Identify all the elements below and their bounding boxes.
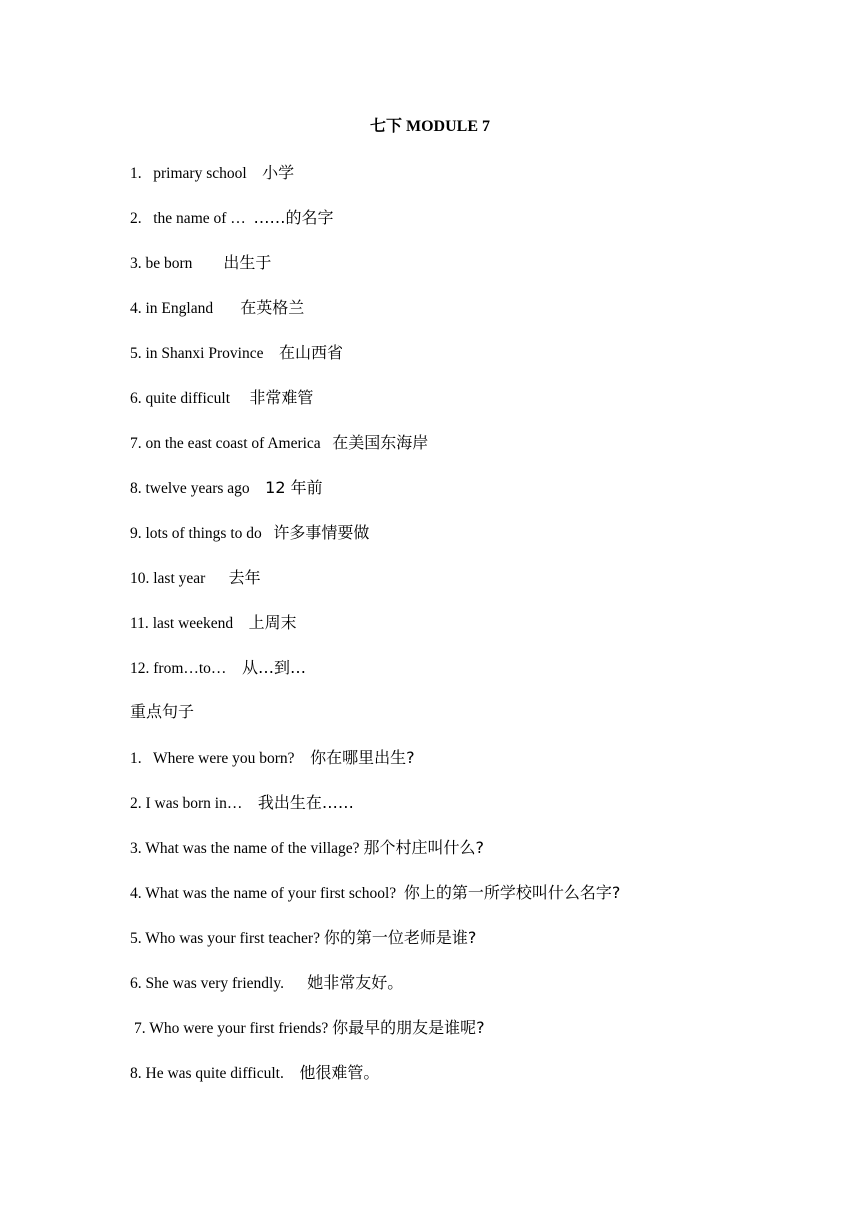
phrase-item: 11. last weekend 上周末: [130, 613, 297, 632]
sentence-item: 8. He was quite difficult. 他很难管。: [130, 1063, 380, 1082]
sentence-item: 3. What was the name of the village? 那个村庄叫什么?: [130, 838, 484, 857]
phrase-item: 2. the name of … ……的名字: [130, 208, 334, 227]
sentence-item: 2. I was born in… 我出生在……: [130, 793, 354, 812]
sentence-item: 6. She was very friendly. 她非常友好。: [130, 973, 404, 992]
sentence-item: 7. Who were your first friends? 你最早的朋友是谁呢?: [134, 1018, 485, 1037]
phrase-item: 1. primary school 小学: [130, 163, 295, 182]
phrase-item: 8. twelve years ago 12 年前: [130, 478, 323, 497]
sentence-item: 1. Where were you born? 你在哪里出生?: [130, 748, 415, 767]
phrase-item: 9. lots of things to do 许多事情要做: [130, 523, 370, 542]
phrase-item: 7. on the east coast of America 在美国东海岸: [130, 433, 429, 452]
section-heading: 重点句子: [130, 702, 195, 721]
phrase-item: 4. in England 在英格兰: [130, 298, 305, 317]
page-title: 七下 MODULE 7: [369, 118, 490, 135]
sentence-item: 5. Who was your first teacher? 你的第一位老师是谁?: [130, 928, 477, 947]
sentence-item: 4. What was the name of your first school? 你上的第一所学校叫什么名字?: [130, 883, 621, 902]
phrase-item: 10. last year 去年: [130, 568, 261, 587]
phrase-item: 12. from…to… 从…到…: [130, 658, 306, 677]
phrase-item: 6. quite difficult 非常难管: [130, 388, 314, 407]
phrase-item: 5. in Shanxi Province 在山西省: [130, 343, 343, 362]
phrase-item: 3. be born 出生于: [130, 253, 272, 272]
